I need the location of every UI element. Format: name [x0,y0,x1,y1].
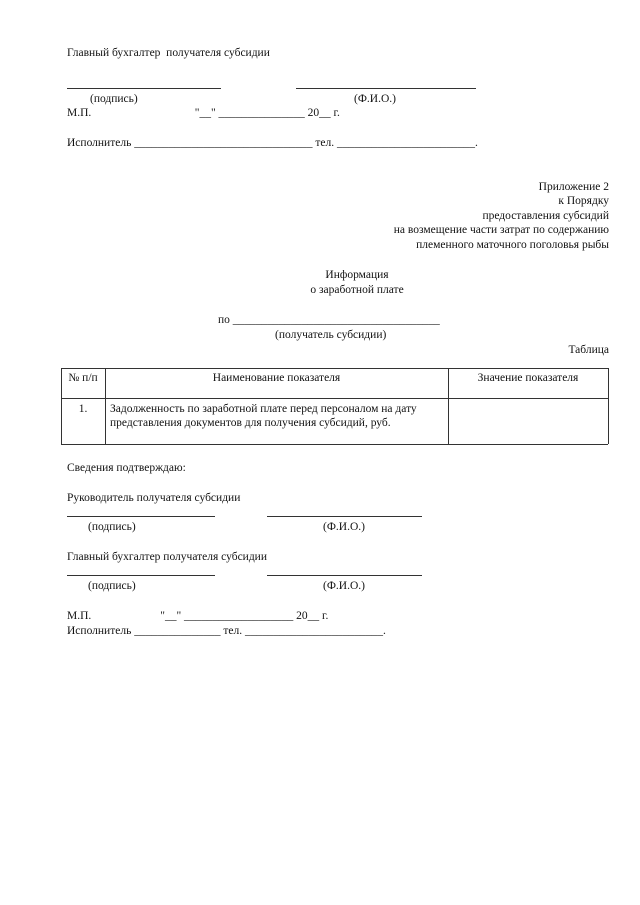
chief-accountant-title: Главный бухгалтер получателя субсидии [67,551,267,563]
fio-label: (Ф.И.О.) [354,93,396,105]
executor-line: Исполнитель _______________ тел. ________________________. [67,625,386,637]
table-border [105,368,106,444]
column-header-name: Наименование показателя [212,372,341,384]
recipient-line: по ____________________________________ [218,314,440,326]
table-border [61,398,608,399]
document-subtitle: о заработной плате [310,284,404,296]
appendix-ref: к Порядку [558,195,609,207]
stamp-date-line: М.П. "__" ___________________ 20__ г. [67,610,329,622]
fio-label: (Ф.И.О.) [323,580,365,592]
signature-line [67,575,215,576]
signature-label: (подпись) [88,521,136,533]
appendix-number: Приложение 2 [538,181,609,193]
fio-label: (Ф.И.О.) [323,521,365,533]
column-header-number: № п/п [68,372,98,384]
signature-label: (подпись) [88,580,136,592]
confirm-text: Сведения подтверждаю: [67,462,186,474]
head-title: Руководитель получателя субсидии [67,492,241,504]
document-title: Информация [325,269,389,281]
fio-line [296,88,476,89]
column-header-value: Значение показателя [477,372,579,384]
fio-line [267,516,422,517]
row-number: 1. [78,403,88,415]
appendix-ref: на возмещение части затрат по содержанию [393,224,609,236]
appendix-ref: предоставления субсидий [482,210,609,222]
table-border [608,368,609,444]
table-border [61,368,62,444]
appendix-ref: племенного маточного поголовья рыбы [416,239,609,251]
signature-line [67,516,215,517]
table-border [448,368,449,444]
stamp-date-line: М.П. "__" _______________ 20__ г. [67,107,340,119]
fio-line [267,575,422,576]
row-indicator-name: Задолженность по заработной плате перед персоналом на дату представления документов для получения субсидий, руб. [110,403,417,429]
table-border [61,444,608,445]
signature-label: (подпись) [90,93,138,105]
executor-line: Исполнитель _______________________________ тел. ________________________. [67,137,478,149]
table-caption: Таблица [568,344,609,356]
recipient-label: (получатель субсидии) [275,329,387,341]
table-border [61,368,608,369]
signature-line [67,88,221,89]
chief-accountant-title: Главный бухгалтер получателя субсидии [67,47,270,59]
